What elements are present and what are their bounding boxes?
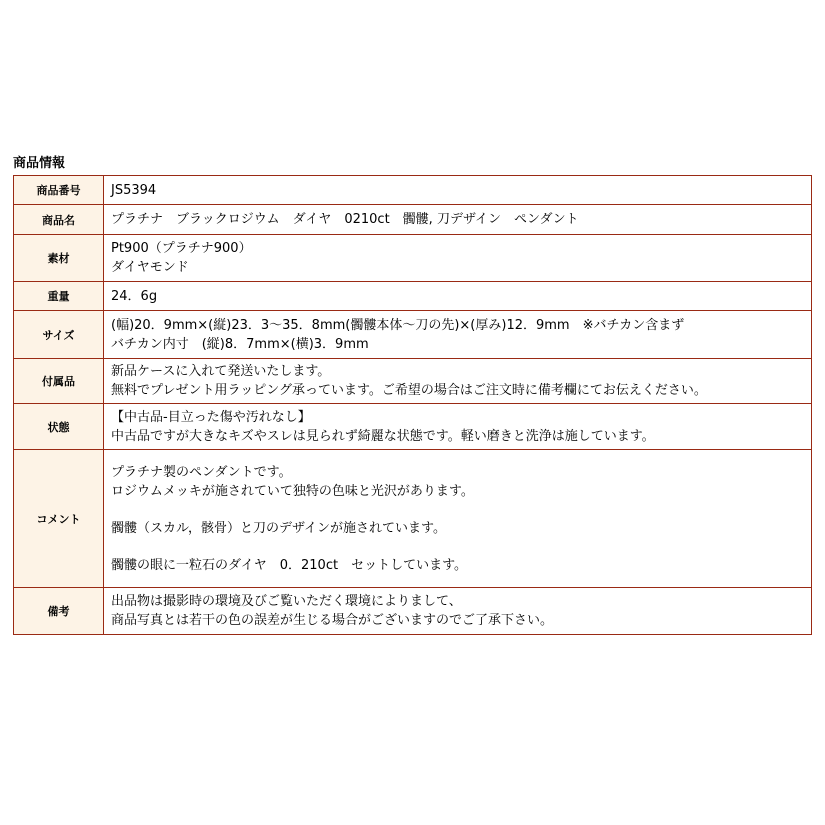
- section-title: 商品情報: [13, 156, 66, 171]
- row-value: [104, 205, 812, 235]
- size-line-1: (幅)20．9mm×(縦)23．3～35．8mm(髑髏本体～刀の先)×(厚み)12．9mm ※バチカン含まず: [111, 317, 685, 333]
- notes-line-2: 商品写真とは若干の色の誤差が生じる場合がございますのでご了承下さい。: [111, 613, 554, 628]
- row-value: [104, 235, 812, 282]
- row-value: [104, 404, 812, 450]
- comment-line-2: ロジウムメッキが施されていて独特の色味と光沢があります。: [111, 483, 474, 499]
- product-number-value: JS5394: [111, 182, 157, 198]
- row-label: 素材: [14, 235, 104, 282]
- comment-line-4: 髑髏の眼に一粒石のダイヤ 0．210ct セットしています。: [111, 557, 468, 573]
- notes-line-1: 出品物は撮影時の環境及びご覧いただく環境によりまして、: [111, 594, 462, 609]
- table-row-size: [14, 311, 812, 359]
- row-value: [104, 282, 812, 311]
- row-label: サイズ: [14, 311, 104, 359]
- table-row-product-number: [14, 176, 812, 205]
- comment-line-1: プラチナ製のペンダントです。: [111, 464, 292, 480]
- table-row-accessories: [14, 359, 812, 404]
- row-label: 備考: [14, 588, 104, 635]
- row-label: 商品番号: [14, 176, 104, 205]
- comment-spacer: [111, 501, 811, 519]
- condition-line-2: 中古品ですが大きなキズやスレは見られず綺麗な状態です。軽い磨きと洗浄は施しています。: [111, 428, 655, 444]
- product-info-table: [13, 175, 812, 635]
- row-value: [104, 588, 812, 635]
- comment-line-3: 髑髏（スカル，骸骨）と刀のデザインが施されています。: [111, 520, 447, 536]
- row-value: [104, 359, 812, 404]
- accessories-line-1: 新品ケースに入れて発送いたします。: [111, 364, 331, 379]
- table-row-product-name: [14, 205, 812, 235]
- comment-spacer: [111, 538, 811, 556]
- table-row-notes: [14, 588, 812, 635]
- row-label: 商品名: [14, 205, 104, 235]
- table-row-weight: [14, 282, 812, 311]
- table-row-comment: [14, 450, 812, 588]
- material-line-1: Pt900（プラチナ900）: [111, 241, 252, 256]
- size-line-2: バチカン内寸 (縦)8．7mm×(横)3．9mm: [111, 336, 369, 352]
- product-name-value: プラチナ ブラックロジウム ダイヤ 0210ct 髑髏, 刀デザイン ペンダント: [111, 212, 579, 227]
- row-value: [104, 450, 812, 588]
- material-line-2: ダイヤモンド: [111, 260, 189, 275]
- row-label: 付属品: [14, 359, 104, 404]
- row-label: 状態: [14, 404, 104, 450]
- row-value: [104, 176, 812, 205]
- accessories-line-2: 無料でプレゼント用ラッピング承っています。ご希望の場合はご注文時に備考欄にてお伝えください。: [111, 383, 707, 398]
- table-row-condition: [14, 404, 812, 450]
- row-label: コメント: [14, 450, 104, 588]
- row-label: 重量: [14, 282, 104, 311]
- condition-line-1: 【中古品-目立った傷や汚れなし】: [111, 409, 311, 425]
- weight-value: 24．6g: [111, 288, 158, 304]
- row-value: [104, 311, 812, 359]
- table-row-material: [14, 235, 812, 282]
